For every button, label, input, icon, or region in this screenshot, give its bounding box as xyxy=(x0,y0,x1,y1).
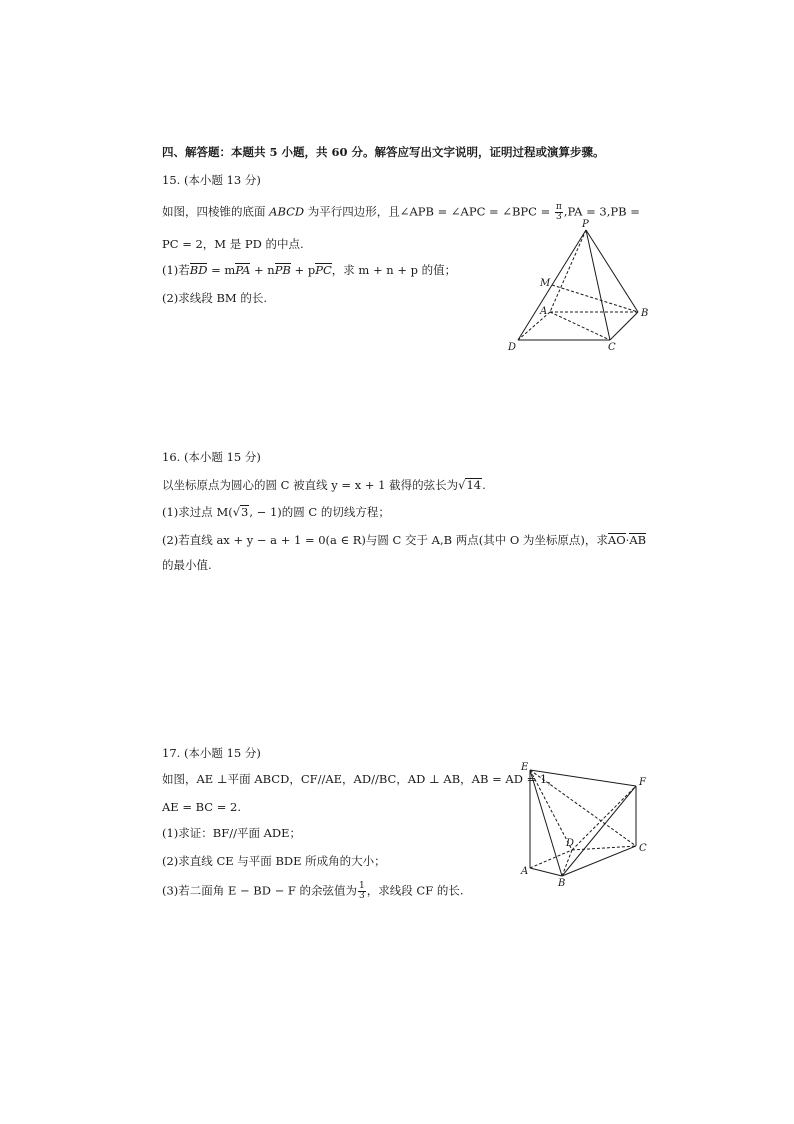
edge-PC xyxy=(586,230,610,340)
label-B: B xyxy=(558,878,566,888)
q16-sqrt-3: 3 xyxy=(241,505,249,519)
q16-line1-a: 以坐标原点为圆心的圆 C 被直线 y = x + 1 截得的弦长为 xyxy=(162,478,459,492)
q15-vec-pa: PA xyxy=(235,263,251,277)
q16-part1 xyxy=(162,504,390,520)
section-header: 四、解答题：本题共 5 小题，共 60 分。解答应写出文字说明，证明过程或演算步骤。 xyxy=(162,145,605,159)
q16-vec-ao: AO xyxy=(607,533,626,547)
q15-line1-c: 为平行四边形，且∠APB = ∠APC = ∠BPC = xyxy=(304,204,554,219)
q15-part1-c: + n xyxy=(250,263,275,277)
q15-part1-a: (1)若 xyxy=(162,263,190,277)
q16-vec-ab: AB xyxy=(629,533,647,547)
label-D: D xyxy=(566,838,575,849)
q17-part3-a: (3)若二面角 E − BD − F 的余弦值为 xyxy=(162,883,358,898)
edge-MB xyxy=(552,285,638,312)
q15-line1-b: ABCD xyxy=(269,204,305,219)
label-M: M xyxy=(540,278,551,289)
q17-frac-den: 3 xyxy=(359,891,365,901)
label-P: P xyxy=(582,219,589,230)
q15-number: 15. (本小题 13 分) xyxy=(162,173,261,187)
q16-sqrt-14: 14 xyxy=(466,478,482,492)
edge-EF xyxy=(530,770,636,786)
sqrt-sign: √ xyxy=(232,505,241,519)
q17-frac-num: 1 xyxy=(359,881,365,891)
q17-part2: (2)求直线 CE 与平面 BDE 所成角的大小； xyxy=(162,854,386,868)
q16-dot: · xyxy=(625,533,630,547)
edge-AB xyxy=(530,868,562,876)
edge-PB xyxy=(586,230,638,312)
q16-number: 16. (本小题 15 分) xyxy=(162,450,261,464)
q15-part1-e: ，求 m + n + p 的值； xyxy=(331,263,457,277)
q17-fraction xyxy=(358,882,366,901)
q15-part1-b: = m xyxy=(207,263,236,277)
q15-line2: PC = 2，M 是 PD 的中点. xyxy=(162,237,304,251)
q16-part1-b: , − 1)的圆 C 的切线方程； xyxy=(249,505,390,519)
q16-part2-line2: 的最小值. xyxy=(162,558,212,572)
q15-line1-a: 如图，四棱锥的底面 xyxy=(162,204,270,219)
label-E: E xyxy=(521,762,529,773)
q16-part2 xyxy=(162,532,646,548)
q17-part1: (1)求证：BF//平面 ADE； xyxy=(162,826,302,840)
label-A: A xyxy=(521,866,529,877)
edge-BC xyxy=(562,846,636,876)
q16-part2-a: (2)若直线 ax + y − a + 1 = 0(a ∈ R)与圆 C 交于 A,B 两点(其中 O 为坐标原点)，求 xyxy=(162,533,608,547)
label-F: F xyxy=(639,777,646,788)
edge-PA xyxy=(550,230,586,312)
q15-part1 xyxy=(162,262,456,278)
label-B: B xyxy=(641,308,649,319)
label-C: C xyxy=(639,843,647,854)
q15-pyramid-figure xyxy=(500,216,660,356)
q15-part1-d: + p xyxy=(290,263,316,277)
q17-number: 17. (本小题 15 分) xyxy=(162,746,261,760)
label-A: A xyxy=(540,306,548,317)
edge-DF xyxy=(572,786,636,850)
sqrt-sign: √ xyxy=(458,478,466,492)
q15-frac-den: 3 xyxy=(555,212,562,222)
q17-part3-b: ，求线段 CF 的长. xyxy=(366,883,464,898)
q15-vec-bd: BD xyxy=(189,263,208,277)
q15-line1-d: ,PA = 3,PB = xyxy=(563,204,640,219)
q16-line1-b: . xyxy=(482,478,486,492)
edge-CB xyxy=(610,312,638,340)
edge-EC xyxy=(530,770,636,846)
q15-vec-pb: PB xyxy=(274,263,291,277)
q15-vec-pc: PC xyxy=(315,263,332,277)
q15-part2: (2)求线段 BM 的长. xyxy=(162,291,267,305)
q17-solid-figure xyxy=(518,758,658,888)
q17-line2: AE = BC = 2. xyxy=(162,800,242,814)
edge-AC xyxy=(550,312,610,340)
q15-frac-num: π xyxy=(555,202,562,212)
label-D: D xyxy=(508,342,517,353)
q17-line1: 如图，AE ⊥平面 ABCD，CF//AE，AD//BC，AD ⊥ AB，AB = AD = 1， xyxy=(162,772,559,786)
edge-EB xyxy=(530,770,562,876)
q16-line1 xyxy=(162,477,486,493)
q17-part3 xyxy=(162,882,464,901)
edge-FB xyxy=(562,786,636,876)
label-C: C xyxy=(608,342,616,353)
q16-part1-a: (1)求过点 M( xyxy=(162,505,233,519)
